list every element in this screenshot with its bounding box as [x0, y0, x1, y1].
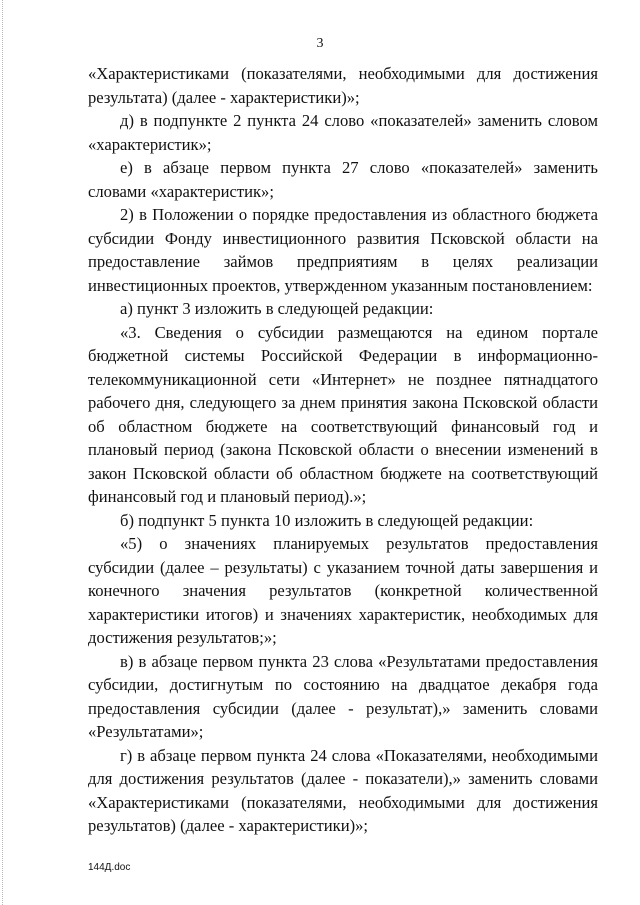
paragraph-continuation: «Характеристиками (показателями, необходимыми для достижения результата) (далее - характеристики)»;: [88, 64, 598, 107]
file-name-footer: 144Д.doc: [88, 862, 131, 873]
paragraph-b: б) подпункт 5 пункта 10 изложить в следующей редакции:: [120, 510, 534, 530]
paragraph-g: г) в абзаце первом пункта 24 слова «Показателями, необходимыми для достижения результатов (далее - показатели),» заменить словами «Характеристиками (показателями, необходимыми для достижения результатов) (далее - характеристики)»;: [88, 745, 598, 835]
paragraph-a: а) пункт 3 изложить в следующей редакции:: [120, 299, 434, 318]
scan-edge-line: [2, 0, 3, 905]
paragraph-d: д) в подпункте 2 пункта 24 слово «показателей» заменить словом «характеристик»;: [88, 111, 598, 154]
paragraph-quote-3: «3. Сведения о субсидии размещаются на едином портале бюджетной системы Российской Федерации в информационно-телекоммуникационной сети «Интернет» не позднее пятнадцатого рабочего дня, следующего за днем принятия закона Псковской области об областном бюджете на соответствующий финансовый год и плановый период (закона Псковской области о внесении изменений в закон Псковской области об областном бюджете на соответствующий финансовый год и плановый период).»;: [88, 322, 598, 506]
paragraph-v: в) в абзаце первом пункта 23 слова «Результатами предоставления субсидии, достигнутым по состоянию на двадцатое декабря года предоставления субсидии (далее - результат),» заменить словами «Результатами»;: [88, 651, 598, 741]
document-body: [88, 62, 598, 838]
page-number: 3: [316, 36, 324, 51]
paragraph-e: е) в абзаце первом пункта 27 слово «показателей» заменить словами «характеристик»;: [88, 158, 598, 201]
paragraph-2: 2) в Положении о порядке предоставления из областного бюджета субсидии Фонду инвестиционного развития Псковской области на предоставление займов предприятиям в целях реализации инвестиционных проектов, утвержденном указанным постановлением:: [88, 205, 598, 295]
paragraph-quote-5: «5) о значениях планируемых результатов предоставления субсидии (далее – результаты) с указанием точной даты завершения и конечного значения результатов (конкретной количественной характеристики итогов) и значениях характеристик, необходимых для достижения результатов;»;: [88, 534, 598, 647]
